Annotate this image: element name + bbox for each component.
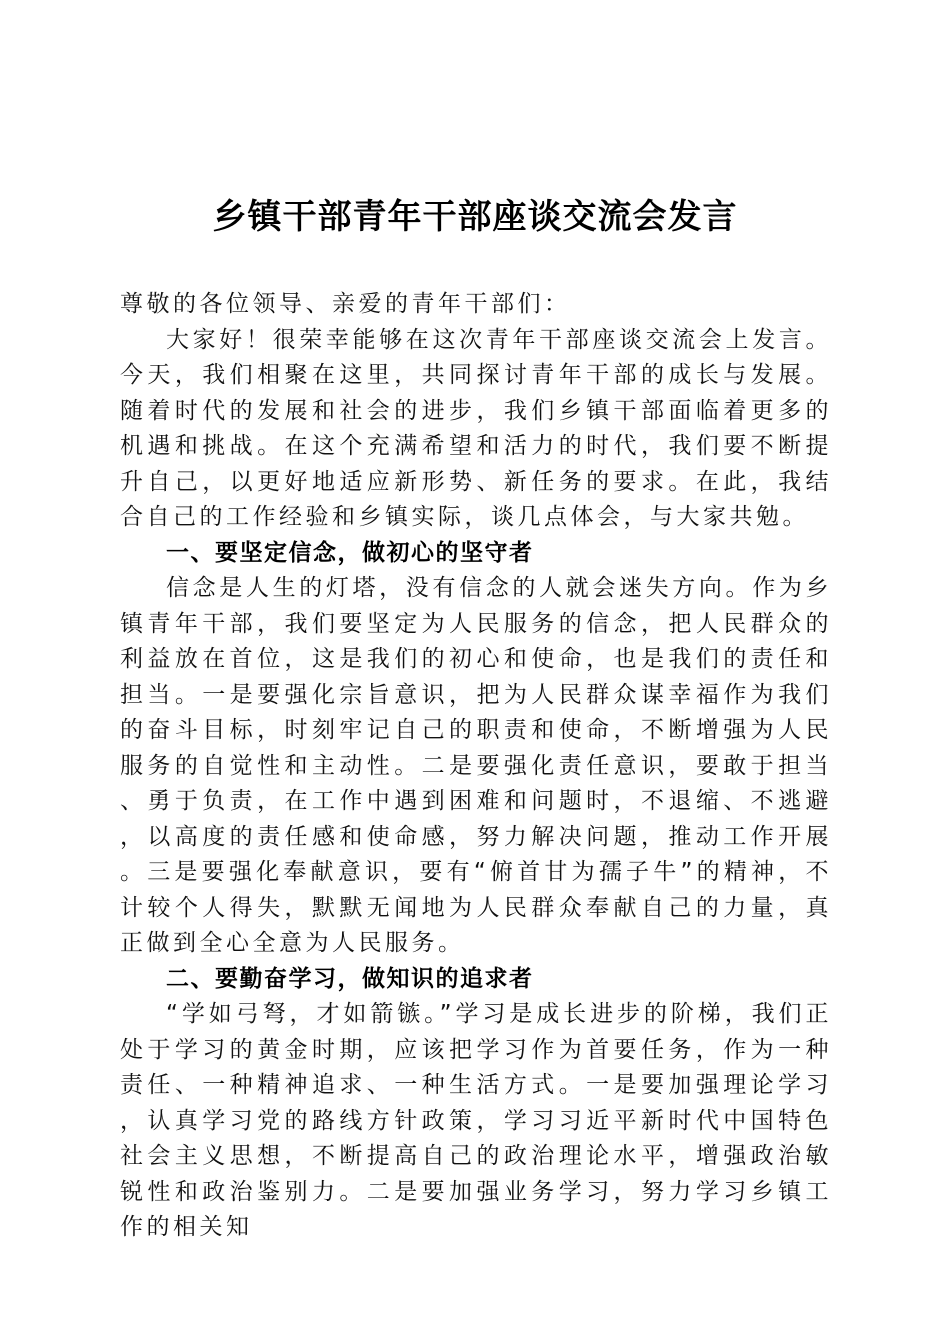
section-heading-2: 二、要勤奋学习，做知识的追求者 bbox=[166, 965, 534, 992]
salutation: 尊敬的各位领导、亲爱的青年干部们： bbox=[120, 291, 571, 317]
document-title: 乡镇干部青年干部座谈交流会发言 bbox=[212, 197, 738, 237]
paragraph-intro: 大家好！很荣幸能够在这次青年干部座谈交流会上发言。今天，我们相聚在这里，共同探讨青年干部的成长与发展。随着时代的发展和社会的进步，我们乡镇干部面临着更多的机遇和挑战。在这个充满希望和活力的时代，我们要不断提升自己，以更好地适应新形势、新任务的要求。在此，我结合自己的工作经验和乡镇实际，谈几点体会，与大家共勉。 bbox=[120, 326, 832, 530]
document-body bbox=[120, 287, 832, 1246]
paragraph-section-1: 信念是人生的灯塔，没有信念的人就会迷失方向。作为乡镇青年干部，我们要坚定为人民服务的信念，把人民群众的利益放在首位，这是我们的初心和使命，也是我们的责任和担当。一是要强化宗旨意识，把为人民群众谋幸福作为我们的奋斗目标，时刻牢记自己的职责和使命，不断增强为人民服务的自觉性和主动性。二是要强化责任意识，要敢于担当、勇于负责，在工作中遇到困难和问题时，不退缩、不逃避，以高度的责任感和使命感，努力解决问题，推动工作开展。三是要强化奉献意识，要有“俯首甘为孺子牛”的精神，不计较个人得失，默默无闻地为人民群众奉献自己的力量，真正做到全心全意为人民服务。 bbox=[120, 575, 832, 956]
paragraph-section-2: “学如弓弩，才如箭镞。”学习是成长进步的阶梯，我们正处于学习的黄金时期，应该把学习作为首要任务，作为一种责任、一种精神追求、一种生活方式。一是要加强理论学习，认真学习党的路线方针政策，学习习近平新时代中国特色社会主义思想，不断提高自己的政治理论水平，增强政治敏锐性和政治鉴别力。二是要加强业务学习，努力学习乡镇工作的相关知 bbox=[120, 1001, 832, 1240]
section-heading-1: 一、要坚定信念，做初心的坚守者 bbox=[166, 539, 534, 566]
